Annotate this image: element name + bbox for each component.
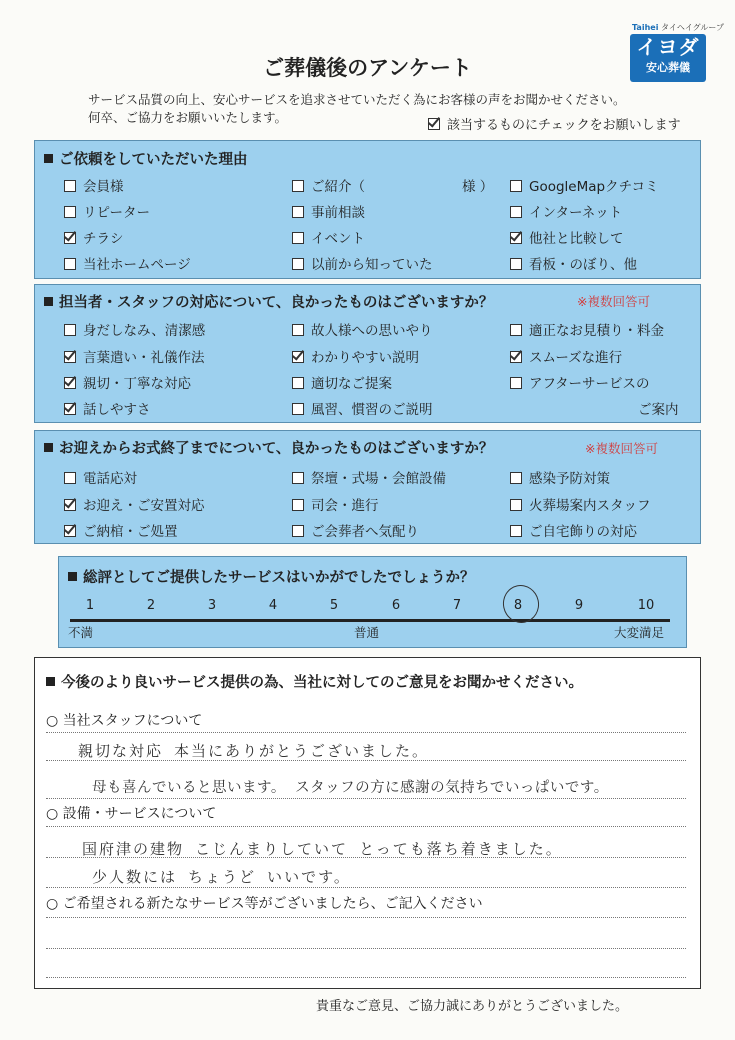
rating-option-2[interactable]: 2 [146,598,156,613]
answer-staff-line-2[interactable]: 母も喜んでいると思います。 スタッフの方に感謝の気持ちでいっぱいです。 [92,780,609,796]
checkbox-icon[interactable] [292,403,304,415]
staff-option[interactable]: 適正なお見積り・料金 [510,319,664,339]
staff-option[interactable]: 言葉遣い・礼儀作法 [64,346,205,366]
opinion-box [34,657,701,989]
rating-label-high: 大変満足 [614,625,665,640]
question-new-service: ○ ご希望される新たなサービス等がございましたら、ご記入ください [46,896,483,912]
reason-option[interactable]: イベント [292,227,365,247]
checkbox-checked-icon[interactable] [64,525,76,537]
answer-line [46,798,686,799]
reason-option[interactable]: 会員様 [64,175,124,195]
ceremony-option[interactable]: ご自宅飾りの対応 [510,520,637,540]
rating-option-1[interactable]: 1 [85,598,95,613]
staff-option[interactable]: 風習、慣習のご説明 [292,398,433,418]
section-reason-heading: ご依頼をしていただいた理由 [44,148,248,169]
answer-line [46,732,686,733]
square-bullet-icon [68,572,77,581]
reason-option[interactable]: リピーター [64,201,150,221]
logo-sub-text: 安心葬儀 [646,61,690,74]
checkbox-icon[interactable] [510,525,522,537]
reason-option[interactable]: 看板・のぼり、他 [510,253,637,273]
staff-option[interactable]: スムーズな進行 [510,346,622,366]
question-facility: ○ 設備・サービスについて [46,806,217,822]
checkbox-icon[interactable] [510,499,522,511]
checkbox-icon[interactable] [64,206,76,218]
answer-line [46,948,686,949]
answer-line [46,857,686,858]
answer-line [46,887,686,888]
checkbox-icon[interactable] [292,499,304,511]
reason-option[interactable]: チラシ [64,227,124,247]
section-staff-heading: 担当者・スタッフの対応について、良かったものはございますか？ [44,291,493,312]
rating-label-low: 不満 [68,625,94,640]
staff-option[interactable]: 親切・丁寧な対応 [64,372,191,392]
ceremony-option[interactable]: お迎え・ご安置対応 [64,494,205,514]
checkbox-checked-icon[interactable] [64,232,76,244]
reason-option[interactable]: ご紹介（ [292,175,365,195]
checkbox-icon[interactable] [64,472,76,484]
ceremony-option[interactable]: 感染予防対策 [510,467,610,487]
staff-option[interactable]: 話しやすさ [64,398,151,418]
answer-line [46,917,686,918]
staff-option[interactable]: わかりやすい説明 [292,346,419,366]
rating-option-3[interactable]: 3 [207,598,217,613]
multi-answer-note: ※複数回答可 [577,294,650,309]
rating-option-5[interactable]: 5 [329,598,339,613]
rating-option-8[interactable]: 8 [513,598,523,613]
checkbox-icon[interactable] [292,258,304,270]
rating-label-mid: 普通 [354,625,380,640]
section-ceremony-heading: お迎えからお式終了までについて、良かったものはございますか？ [44,437,493,458]
answer-line [46,760,686,761]
answer-line [46,826,686,827]
checkbox-icon[interactable] [510,472,522,484]
checkbox-icon[interactable] [64,324,76,336]
rating-option-9[interactable]: 9 [574,598,584,613]
square-bullet-icon [44,443,53,452]
intro-line-2: 何卒、ご協力をお願いいたします。 [88,110,288,125]
checkbox-icon[interactable] [510,206,522,218]
checkbox-icon[interactable] [510,180,522,192]
ceremony-option[interactable]: 火葬場案内スタッフ [510,494,651,514]
square-bullet-icon [44,297,53,306]
rating-option-7[interactable]: 7 [452,598,462,613]
answer-staff-line-1[interactable]: 親切な対応 本当にありがとうございました。 [78,742,430,760]
checkbox-icon[interactable] [292,377,304,389]
question-staff: ○ 当社スタッフについて [46,713,203,729]
ceremony-option[interactable]: 祭壇・式場・会館設備 [292,467,446,487]
rating-heading: 総評としてご提供したサービスはいかがでしたでしょうか？ [68,566,475,587]
checkbox-checked-icon[interactable] [64,377,76,389]
reason-option[interactable]: 以前から知っていた [292,253,433,273]
answer-facility-line-2[interactable]: 少人数には ちょうど いいです。 [92,868,351,886]
checkbox-checked-icon[interactable] [510,351,522,363]
checkbox-icon[interactable] [292,206,304,218]
reason-option[interactable]: 事前相談 [292,201,365,221]
footer-thanks: 貴重なご意見、ご協力誠にありがとうございました。 [316,999,629,1014]
ceremony-option[interactable]: 電話応対 [64,467,137,487]
checkbox-icon[interactable] [510,377,522,389]
answer-line [46,977,686,978]
staff-option[interactable]: 身だしなみ、清潔感 [64,319,205,339]
rating-option-6[interactable]: 6 [391,598,401,613]
answer-facility-line-1[interactable]: 国府津の建物 こじんまりしていて とっても落ち着きました。 [82,840,563,858]
checkbox-icon[interactable] [292,232,304,244]
staff-option[interactable]: アフターサービスの [510,372,650,392]
checkbox-checked-icon[interactable] [64,403,76,415]
checkbox-icon[interactable] [292,525,304,537]
check-sample-icon [428,118,440,130]
checkbox-icon[interactable] [64,180,76,192]
checkbox-checked-icon[interactable] [292,351,304,363]
rating-option-4[interactable]: 4 [268,598,278,613]
check-note: 該当するものにチェックをお願いします [428,114,681,133]
checkbox-icon[interactable] [292,180,304,192]
rating-scale-line [70,619,670,622]
multi-answer-note: ※複数回答可 [585,441,658,456]
checkbox-icon[interactable] [510,258,522,270]
ceremony-option[interactable]: 司会・進行 [292,494,379,514]
checkbox-icon[interactable] [510,324,522,336]
logo-main-text: イヨダ [636,35,700,59]
intro-line-1: サービス品質の向上、安心サービスを追求させていただく為にお客様の声をお聞かせください。 [88,92,626,107]
reason-option[interactable]: インターネット [510,201,622,221]
checkbox-checked-icon[interactable] [510,232,522,244]
square-bullet-icon [46,677,55,686]
staff-option[interactable]: 故人様への思いやり [292,319,433,339]
checkbox-icon[interactable] [64,258,76,270]
reason-option[interactable]: 他社と比較して [510,227,624,247]
ceremony-option[interactable]: ご会葬者へ気配り [292,520,419,540]
aftercare-continuation: ご案内 [638,402,679,418]
opinion-heading: 今後のより良いサービス提供の為、当社に対してのご意見をお聞かせください。 [46,671,583,692]
checkbox-checked-icon[interactable] [64,499,76,511]
referral-suffix: 様 ） [462,179,494,195]
page-title: ご葬儀後のアンケート [263,56,472,80]
checkbox-checked-icon[interactable] [64,351,76,363]
reason-option[interactable]: 当社ホームページ [64,253,191,273]
reason-option[interactable]: GoogleMapクチコミ [510,175,659,195]
logo-group-text: Taihei タイヘイグループ [632,23,725,32]
staff-option[interactable]: 適切なご提案 [292,372,392,392]
checkbox-icon[interactable] [292,324,304,336]
square-bullet-icon [44,154,53,163]
rating-option-10[interactable]: 10 [637,598,655,613]
ceremony-option[interactable]: ご納棺・ご処置 [64,520,178,540]
checkbox-icon[interactable] [292,472,304,484]
